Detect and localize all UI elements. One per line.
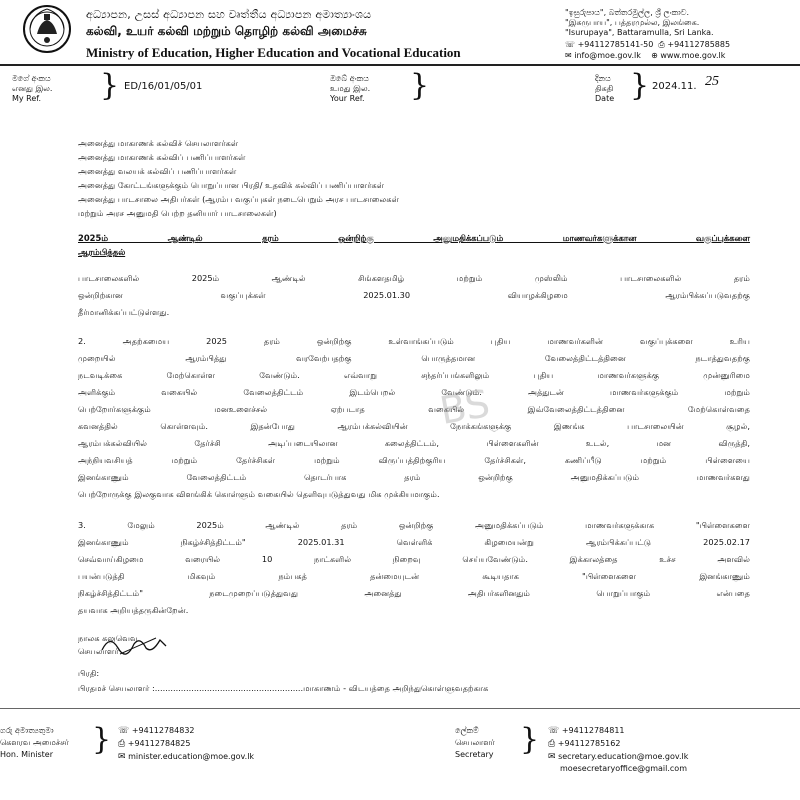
address-sinhala: "ඉසුරුපාය", බත්තරමුල්ල, ශ්‍රී ලංකාව. (565, 8, 690, 17)
footer-secretary-label-si: ලේකම් (455, 726, 479, 735)
footer-right-email-2: moesecretaryoffice@gmail.com (560, 764, 687, 773)
footer-right-phone: +94112784811 (561, 726, 625, 735)
footer-right-phone-row (548, 726, 625, 736)
para3-line-4: பயன்படுத்தி மிகவும் நம்பகத் தன்மையுடன் கூடியதாக "பிள்ளைகளை இனங்காணும் (78, 571, 750, 581)
footer-right-email-1: secretary.education@moe.gov.lk (558, 752, 689, 761)
web-icon: ⊕ (651, 51, 658, 60)
header-divider (0, 64, 800, 66)
date-day-handwritten: 25 (705, 74, 719, 89)
footer-left-email-row (118, 752, 254, 762)
fax-icon: ⎙ (548, 739, 556, 749)
footer-left-phone: +94112784832 (131, 726, 195, 735)
date-value: 2024.11. (652, 81, 697, 92)
footer-minister-label-ta: கௌரவ அமைச்சர் (0, 738, 69, 747)
email-icon: ✉ (548, 752, 556, 762)
para2-line-3: நடவடிக்கை மேற்கொள்ள வேண்டும். எவ்வாறு சந்தர்ப்பங்களிலும் புதிய மாணவர்களுக்கு முன்னுரிமை (78, 370, 750, 380)
recipient-6: மற்றும் அரச அனுமதி பெற்ற தனியார் பாடசாலைகள்) (78, 208, 277, 218)
recipient-3: அனைத்து வலயக் கல்விப் பணிப்பாளர்கள் (78, 166, 237, 176)
footer-left-brace: } (92, 722, 112, 757)
phone-icon: ☏ (565, 40, 576, 49)
address-email: info@moe.gov.lk (574, 51, 641, 60)
fax-icon: ⎙ (658, 40, 665, 49)
address-phone: +94112785141-50 (577, 40, 654, 49)
footer-secretary-label-ta: செயலாளர் (455, 738, 495, 747)
email-icon: ✉ (565, 51, 572, 60)
footer-right-brace: } (520, 722, 540, 757)
para2-line-4: அளிக்கும் வகையில் வேலைத்திட்டம் இடம்பெறல் வேண்டும். அத்துடன் மாணவர்களுக்கும் மற்றும் (78, 387, 750, 397)
date-brace: } (630, 68, 650, 103)
para2-line-8: அந்நியவசியத் மற்றும் தேர்ச்சிகள் மற்றும் விருப்பத்திற்குரிய தேர்ச்சிகள், கணிப்பீடு மற்றும் பிள்ளையை (78, 455, 750, 465)
ministry-emblem-icon (22, 4, 72, 54)
header-tamil: கல்வி, உயர் கல்வி மற்றும் தொழிற் கல்வி அமைச்சு (86, 24, 367, 38)
date-label: දිනය திகதி Date (595, 74, 615, 103)
footer-right-fax-row (548, 739, 620, 749)
recipient-1: அனைத்து மாகாணக் கல்விச் செயலாளர்கள் (78, 138, 239, 148)
para2-line-5: பெற்றோர்களுக்கும் மனஉளைச்சல் ஏற்படாத வகையில் இவ்வேலைத்திட்டத்தினை மேற்கொள்வதை (78, 404, 750, 414)
para3-line-2: இனங்காணும் நிகழ்ச்சித்திட்டம்" 2025.01.31 வெள்ளிக் கிழமையன்று ஆரம்பிக்கப்பட்டு 2025.02.17 (78, 537, 750, 547)
para3-line-5: நிகழ்ச்சித்திட்டம்" நடைமுறைப்படுத்துவது அனைத்து அதிபர்களினதும் பொறுப்பாகும் என்பதை (78, 588, 750, 598)
para1-line-1: பாடசாலைகளில் 2025ம் ஆண்டில் சிங்களதமிழ் மற்றும் முஸ்லிம் பாடசாலைகளில் தரம் (78, 273, 750, 283)
recipient-5: அனைத்து பாடசாலை அதிபர்கள் (ஆரம்ப வகுப்புகள் நடைபெறும் அரச பாடசாலைகள் (78, 194, 399, 204)
my-ref-label: මගේ අංකය எனது இல. My Ref. (12, 74, 53, 103)
address-phone-row (565, 40, 730, 50)
footer-right-email-row-1 (548, 752, 688, 762)
para2-line-9: இனங்காணும் வேலைத்திட்டம் தொடர்பாக தரம் ஒன்றிற்கு அனுமதிக்கப்படும் மாணவர்களது (78, 472, 750, 482)
signatory-title: செயலாளர் (78, 646, 119, 656)
recipient-2: அனைத்து மாகாணக் கல்விப் பணிப்பாளர்கள் (78, 152, 246, 162)
para1-line-3: தீர்மானிக்கப்பட்டுள்ளது. (78, 307, 170, 317)
phone-icon: ☏ (548, 726, 560, 736)
my-ref-brace: } (100, 68, 120, 103)
email-icon: ✉ (118, 752, 126, 762)
copy-line: பிரதமச் செயலாளர் :.........................................................மாகாணம் - விடயத்தை அறிந்துகொள்ளுவதற்காக (78, 683, 489, 693)
footer-minister-label-si: ගරු අමාත්‍යතුමා (0, 726, 54, 735)
phone-icon: ☏ (118, 726, 130, 736)
address-fax: +94112785885 (667, 40, 731, 49)
para2-line-2: முறையில் ஆரம்பித்து வரவேற்பதற்கு பொருத்தமான வேலைத்திட்டத்தினை நடாத்துவதற்கு (78, 353, 750, 363)
signatory-name: நாலக கலுவெவ (78, 633, 138, 643)
header-english: Ministry of Education, Higher Education and Vocational Education (86, 45, 461, 60)
watermark: BS (436, 381, 493, 433)
fax-icon: ⎙ (118, 739, 126, 749)
para2-line-7: ஆரம்பக்கல்வியில் தேர்ச்சி அடிப்படையிலான கலைத்திட்டம், பிள்ளைகளின் உடல், மன விருத்தி, (78, 438, 750, 448)
footer-right-fax: +94112785162 (557, 739, 621, 748)
footer-minister-label-en: Hon. Minister (0, 750, 53, 759)
address-web: www.moe.gov.lk (660, 51, 726, 60)
footer-left-phone-row (118, 726, 195, 736)
para2-line-6: கவனத்தில் கொள்ளவும். இதன்போது ஆரம்பக்கல்வியின் நோக்கங்களுக்கு இணங்க பாடசாலையின் சூழல், (78, 421, 750, 431)
address-tamil: "இசுருபாய", பத்தரமுல்ல, இலங்கை. (565, 18, 700, 27)
recipient-4: அனைத்து கோட்டங்களுக்கும் பொறுப்பான பிரதி/ உதவிக் கல்விப் பணிப்பாளர்கள் (78, 180, 385, 190)
footer-left-fax: +94112784825 (127, 739, 191, 748)
para3-line-3: செவ்வாய்கிழமை வரையில் 10 நாட்களில் நிறைவு செய்யவேண்டும். இக்காலத்தை உச்ச அளவில் (78, 554, 750, 564)
footer-left-fax-row (118, 739, 190, 749)
para3-line-6: தயவாக அறியத்தருகின்றேன். (78, 605, 189, 615)
para2-line-1: 2. அதற்கமைய 2025 தரம் ஒன்றிற்கு உள்வாங்கப்படும் புதிய மாணவர்களின் வகுப்புக்களை உரிய (78, 336, 750, 346)
para1-line-2: ஒன்றிற்கான வகுப்புக்கள் 2025.01.30 வியாழக்கிழமை ஆரம்பிக்கப்படுவதற்கு (78, 290, 750, 300)
footer-secretary-label-en: Secretary (455, 750, 494, 759)
copy-label: பிரதி: (78, 668, 100, 678)
address-email-row (565, 51, 725, 60)
footer-divider (0, 708, 800, 709)
address-english: "Isurupaya", Battaramulla, Sri Lanka. (565, 28, 714, 37)
subject-line-2: ஆரம்பித்தல் (78, 247, 126, 257)
your-ref-label: ඔබේ අංකය உமது இல. Your Ref. (330, 74, 371, 103)
para3-line-1: 3. மேலும் 2025ம் ஆண்டில் தரம் ஒன்றிற்கு அனுமதிக்கப்படும் மாணவர்களுக்காக "பிள்ளைகளை (78, 520, 750, 530)
footer-left-email: minister.education@moe.gov.lk (128, 752, 255, 761)
header-sinhala: අධ්‍යාපන, උසස් අධ්‍යාපන සහ වෘත්තීය අධ්‍යාපන අමාත්‍යාංශය (86, 8, 372, 21)
your-ref-brace: } (410, 68, 430, 103)
subject-line-1: 2025ம் ஆண்டில் தரம் ஒன்றிற்கு அனுமதிக்கப்படும் மாணவர்களுக்கான வகுப்புக்களை (78, 233, 750, 243)
para2-line-10: பெற்றோருக்கு இலகுவாக விளங்கிக் கொள்ளும் வகையில் தெளிவுபடுத்துவது மிக முக்கியமாகும். (78, 489, 440, 499)
my-ref-value: ED/16/01/05/01 (124, 81, 203, 92)
